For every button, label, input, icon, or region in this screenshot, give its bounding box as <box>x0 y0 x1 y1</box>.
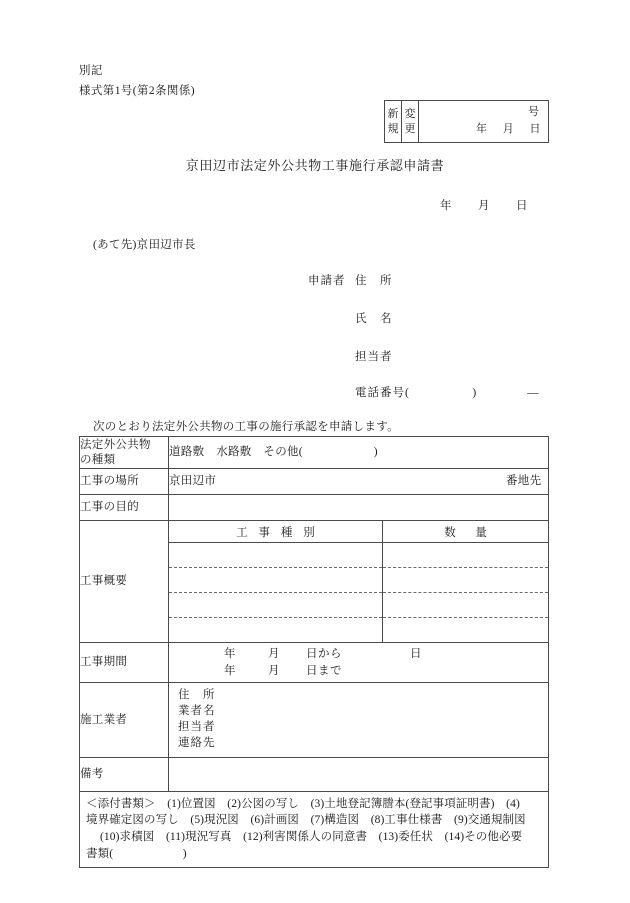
period-start-month: 月 <box>268 648 280 660</box>
form-number-label: 様式第1号(第2条関係) <box>79 85 195 97</box>
applicant-address-row: 住 所 <box>355 275 393 287</box>
outline-kind-cell[interactable] <box>169 568 383 593</box>
period-end-year: 年 <box>224 664 236 677</box>
place-city: 京田辺市 <box>169 475 217 487</box>
period-end-day: 日まで <box>306 664 342 677</box>
page-title: 京田辺市法定外公共物工事施行承認申請書 <box>185 158 445 173</box>
application-date-line <box>440 197 554 213</box>
builder-address-line: 住 所 <box>178 689 216 702</box>
status-new-char-1: 新 <box>387 107 399 120</box>
status-number-unit: 号 <box>528 106 539 118</box>
outline-entry-row <box>169 543 548 568</box>
outline-kind-cell[interactable] <box>169 618 383 643</box>
label-builder: 施工業者 <box>80 683 169 757</box>
table-row-remarks <box>80 757 549 791</box>
applicant-phone-row: 電話番号( ) ― <box>355 387 540 399</box>
outline-col-qty-header: 数 量 <box>383 521 549 543</box>
outline-entry-row <box>169 593 548 618</box>
place-suffix: 番地先 <box>506 475 542 487</box>
outline-kind-cell[interactable] <box>169 543 383 568</box>
outline-qty-cell[interactable] <box>383 543 549 568</box>
builder-lines <box>169 683 548 756</box>
status-year: 年 <box>476 123 488 135</box>
status-new-cell[interactable] <box>385 101 402 142</box>
period-start-day: 日から <box>306 648 342 660</box>
table-row-outline <box>80 521 549 643</box>
status-change-char-2: 更 <box>404 122 416 135</box>
label-purpose: 工事の目的 <box>80 495 169 521</box>
period-lines <box>169 643 548 682</box>
applicant-contact-person-row: 担当者 <box>355 351 393 363</box>
status-change-char-1: 変 <box>404 107 416 120</box>
place-inner <box>169 474 548 489</box>
label-outline: 工事概要 <box>80 521 169 643</box>
period-end-month: 月 <box>268 664 280 677</box>
apply-year: 年 <box>440 200 452 212</box>
value-remarks[interactable] <box>169 757 549 791</box>
outline-qty-cell[interactable] <box>383 618 549 643</box>
label-period: 工事期間 <box>80 643 169 683</box>
application-form-table <box>79 436 549 868</box>
value-kind[interactable]: 道路敷 水路敷 その他( ) <box>169 437 549 469</box>
outline-header-row <box>169 521 548 543</box>
attachments-line-1: ＜添付書類＞ (1)位置図 (2)公図の写し (3)土地登記簿謄本(登記事項証明書) (4) <box>86 797 520 810</box>
label-kind-line1: 法定外公共物 <box>80 439 151 452</box>
value-builder[interactable] <box>169 683 549 757</box>
value-place[interactable] <box>169 469 549 495</box>
annex-label: 別記 <box>79 65 103 77</box>
attachments-line-3: (10)求積図 (11)現況写真 (12)利害関係人の同意書 (13)委任状 (14)その他必要 <box>100 831 523 844</box>
status-date-line <box>476 120 541 136</box>
value-period[interactable] <box>169 643 549 683</box>
attachments-line-4: 書類( ) <box>86 847 187 860</box>
table-row-purpose <box>80 495 549 521</box>
table-row-place <box>80 469 549 495</box>
period-start-line <box>178 646 548 663</box>
status-number-date-cell[interactable] <box>419 101 548 142</box>
applicant-name-row: 氏 名 <box>355 313 393 325</box>
addressee-line: (あて先)京田辺市長 <box>93 239 196 251</box>
status-month: 月 <box>502 123 515 135</box>
builder-contact-info-line: 連絡先 <box>178 736 216 749</box>
table-row-builder <box>80 683 549 757</box>
outline-subtable <box>169 521 548 642</box>
table-row-kind <box>80 437 549 469</box>
outline-col-kind-header: 工 事 種 別 <box>169 521 383 543</box>
builder-company-line: 業者名 <box>178 705 216 718</box>
lead-sentence: 次のとおり法定外公共物の工事の施行承認を申請します。 <box>93 421 399 433</box>
period-total-days: 日 <box>410 648 422 660</box>
label-kind-line2: の種類 <box>80 453 116 466</box>
apply-day: 日 <box>516 200 528 212</box>
status-new-char-2: 規 <box>387 122 399 135</box>
label-remarks: 備考 <box>80 757 169 791</box>
outline-kind-cell[interactable] <box>169 593 383 618</box>
period-end-line <box>178 663 548 680</box>
status-change-cell[interactable] <box>402 101 419 142</box>
status-day: 日 <box>529 123 541 135</box>
outline-qty-cell[interactable] <box>383 568 549 593</box>
attachments-cell <box>80 791 549 868</box>
table-row-attachments <box>80 791 549 868</box>
outline-entry-row <box>169 618 548 643</box>
value-purpose[interactable] <box>169 495 549 521</box>
builder-contact-person-line: 担当者 <box>178 721 216 734</box>
apply-month: 月 <box>478 200 490 212</box>
status-box <box>384 100 549 143</box>
attachments-line-2: 境界確定図の写し (5)現況図 (6)計画図 (7)構造図 (8)工事仕様書 (9)交通規制図 <box>86 814 526 827</box>
applicant-label: 申請者 <box>308 275 346 287</box>
label-place: 工事の場所 <box>80 469 169 495</box>
period-start-year: 年 <box>224 648 236 660</box>
label-kind <box>80 437 169 469</box>
table-row-period <box>80 643 549 683</box>
outline-entry-row <box>169 568 548 593</box>
outline-qty-cell[interactable] <box>383 593 549 618</box>
outline-subtable-cell <box>169 521 549 643</box>
